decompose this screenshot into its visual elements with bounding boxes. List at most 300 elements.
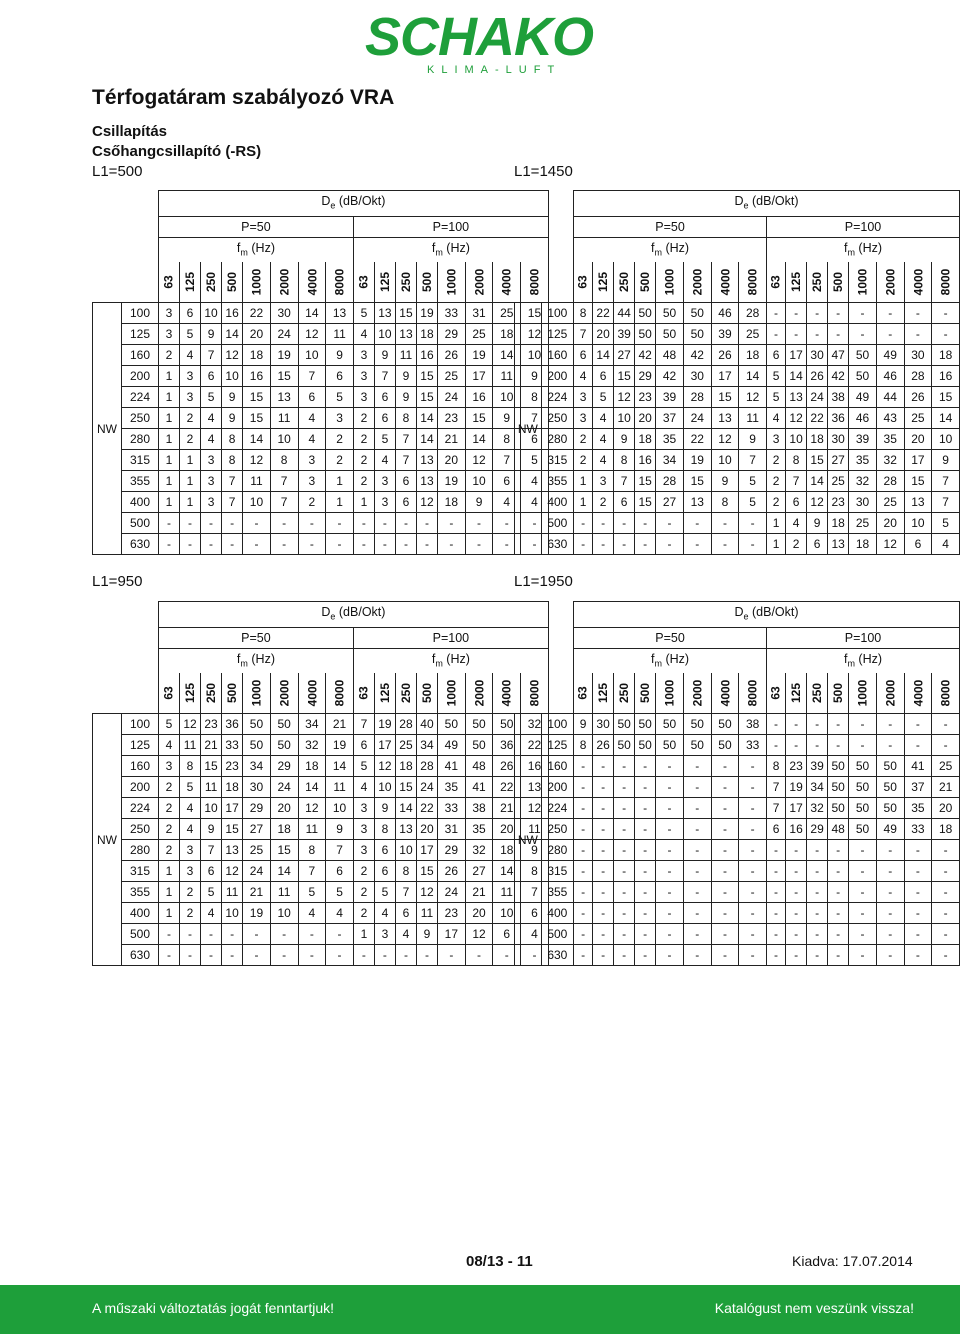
freq-cell <box>683 673 711 714</box>
value-cell: 21 <box>493 798 521 819</box>
value-cell: 2 <box>353 429 374 450</box>
value-cell: - <box>465 513 493 534</box>
value-cell: 48 <box>465 756 493 777</box>
value-cell: 23 <box>828 492 849 513</box>
nominal-size-cell: 500 <box>541 513 573 534</box>
value-cell: - <box>635 861 656 882</box>
value-cell: 20 <box>438 450 466 471</box>
value-cell: 13 <box>683 492 711 513</box>
value-cell: 8 <box>222 429 243 450</box>
value-cell: 12 <box>876 534 904 555</box>
value-cell: 50 <box>465 735 493 756</box>
value-cell: 4 <box>395 924 416 945</box>
value-cell: 23 <box>635 387 656 408</box>
value-cell: 13 <box>904 492 932 513</box>
freq-label: 1000 <box>249 268 264 296</box>
freq-label: 63 <box>356 275 371 289</box>
value-cell: 6 <box>395 492 416 513</box>
header-unit: (Hz) <box>442 651 470 666</box>
value-cell: 11 <box>416 903 437 924</box>
freq-label: 1000 <box>855 268 870 296</box>
value-cell: - <box>849 735 877 756</box>
value-cell: - <box>849 945 877 966</box>
value-cell: 20 <box>904 429 932 450</box>
value-cell: 15 <box>932 387 960 408</box>
value-cell: 22 <box>683 429 711 450</box>
freq-cell <box>374 673 395 714</box>
value-cell: 3 <box>353 345 374 366</box>
value-cell: - <box>807 714 828 735</box>
freq-cell <box>395 673 416 714</box>
value-cell: 29 <box>270 756 298 777</box>
value-cell: 9 <box>521 366 549 387</box>
value-cell: 29 <box>807 819 828 840</box>
value-cell: 3 <box>574 387 593 408</box>
de-header <box>159 602 549 628</box>
p50-header: P=50 <box>159 216 354 237</box>
value-cell: - <box>683 882 711 903</box>
freq-label: 4000 <box>499 268 514 296</box>
freq-cell <box>849 673 877 714</box>
value-cell: - <box>180 534 201 555</box>
value-cell: - <box>904 861 932 882</box>
value-cell: 2 <box>159 840 180 861</box>
table-row <box>93 714 549 735</box>
value-cell: 24 <box>243 861 271 882</box>
value-cell: 15 <box>243 408 271 429</box>
value-cell: - <box>683 798 711 819</box>
value-cell: 35 <box>876 429 904 450</box>
value-cell: 8 <box>395 861 416 882</box>
value-cell: - <box>876 840 904 861</box>
value-cell: 12 <box>465 450 493 471</box>
value-cell: 8 <box>521 861 549 882</box>
value-cell: - <box>683 924 711 945</box>
value-cell: 4 <box>159 735 180 756</box>
freq-label: 125 <box>183 682 198 704</box>
freq-cell <box>159 673 180 714</box>
value-cell: - <box>593 924 614 945</box>
value-cell: 47 <box>828 345 849 366</box>
blank-cell <box>122 602 159 714</box>
blank-cell <box>541 191 573 303</box>
table-label-l1-500: L1=500 <box>92 163 143 180</box>
value-cell: - <box>574 903 593 924</box>
value-cell: - <box>828 303 849 324</box>
value-cell: 3 <box>767 429 786 450</box>
value-cell: 12 <box>465 924 493 945</box>
value-cell: 3 <box>374 924 395 945</box>
value-cell: 2 <box>326 450 354 471</box>
value-cell: 3 <box>298 471 326 492</box>
value-cell: 11 <box>298 819 326 840</box>
value-cell: 25 <box>493 303 521 324</box>
value-cell: 25 <box>438 366 466 387</box>
value-cell: 20 <box>465 903 493 924</box>
value-cell: - <box>243 534 271 555</box>
value-cell: 23 <box>438 903 466 924</box>
freq-label: 4000 <box>304 679 319 707</box>
fm-header <box>574 237 767 262</box>
value-cell: 50 <box>438 714 466 735</box>
value-cell: 12 <box>298 324 326 345</box>
value-cell: - <box>876 924 904 945</box>
value-cell: 12 <box>416 882 437 903</box>
value-cell: 7 <box>222 471 243 492</box>
value-cell: - <box>593 882 614 903</box>
blank-cell <box>93 191 122 303</box>
value-cell: 2 <box>180 882 201 903</box>
header-row-de <box>93 602 549 628</box>
value-cell: 12 <box>180 714 201 735</box>
value-cell: 3 <box>574 408 593 429</box>
value-cell: - <box>767 861 786 882</box>
freq-cell <box>635 673 656 714</box>
freq-cell <box>614 673 635 714</box>
value-cell: - <box>465 945 493 966</box>
value-cell: 1 <box>159 861 180 882</box>
value-cell: - <box>849 861 877 882</box>
value-cell: 1 <box>767 513 786 534</box>
freq-cell <box>298 262 326 303</box>
value-cell: 2 <box>159 777 180 798</box>
value-cell: 6 <box>614 492 635 513</box>
value-cell: 1 <box>180 450 201 471</box>
value-cell: 7 <box>739 450 767 471</box>
value-cell: 31 <box>465 303 493 324</box>
value-cell: 28 <box>876 471 904 492</box>
value-cell: 14 <box>593 345 614 366</box>
value-cell: 18 <box>932 819 960 840</box>
value-cell: - <box>159 534 180 555</box>
value-cell: 5 <box>767 366 786 387</box>
freq-label: 1000 <box>662 268 677 296</box>
value-cell: - <box>521 945 549 966</box>
value-cell: 13 <box>711 408 739 429</box>
value-cell: 19 <box>326 735 354 756</box>
value-cell: - <box>614 756 635 777</box>
value-cell: - <box>635 798 656 819</box>
value-cell: 18 <box>828 513 849 534</box>
freq-cell <box>270 262 298 303</box>
value-cell: 2 <box>353 450 374 471</box>
value-cell: 2 <box>767 492 786 513</box>
value-cell: - <box>828 840 849 861</box>
value-cell: 33 <box>438 303 466 324</box>
value-cell: 6 <box>807 534 828 555</box>
value-cell: 8 <box>711 492 739 513</box>
value-cell: 20 <box>493 819 521 840</box>
value-cell: 30 <box>593 714 614 735</box>
freq-cell <box>656 262 684 303</box>
value-cell: - <box>656 945 684 966</box>
value-cell: 7 <box>326 840 354 861</box>
header-row-fm <box>93 237 549 262</box>
value-cell: 3 <box>353 798 374 819</box>
header-subscript: m <box>654 247 662 257</box>
value-cell: - <box>521 534 549 555</box>
freq-label: 2000 <box>277 679 292 707</box>
value-cell: 1 <box>159 366 180 387</box>
value-cell: 50 <box>849 798 877 819</box>
value-cell: 10 <box>243 492 271 513</box>
value-cell: 10 <box>711 450 739 471</box>
value-cell: 3 <box>298 450 326 471</box>
value-cell: 32 <box>521 714 549 735</box>
value-cell: 50 <box>711 714 739 735</box>
nominal-size-cell: 100 <box>541 303 573 324</box>
freq-cell <box>807 673 828 714</box>
value-cell: - <box>493 945 521 966</box>
value-cell: 16 <box>786 819 807 840</box>
table-row <box>93 366 549 387</box>
nominal-size-cell: 630 <box>541 534 573 555</box>
value-cell: - <box>807 924 828 945</box>
freq-label: 2000 <box>277 268 292 296</box>
value-cell: - <box>574 756 593 777</box>
value-cell: 7 <box>374 366 395 387</box>
table-row <box>515 387 960 408</box>
header-symbol: f <box>843 651 848 666</box>
value-cell: 7 <box>201 345 222 366</box>
value-cell: - <box>739 861 767 882</box>
value-cell: 50 <box>635 714 656 735</box>
nominal-size-cell: 315 <box>122 450 159 471</box>
value-cell: 26 <box>438 861 466 882</box>
value-cell: 4 <box>201 903 222 924</box>
value-cell: 4 <box>298 408 326 429</box>
value-cell: - <box>243 924 271 945</box>
header-subscript: e <box>330 200 336 211</box>
value-cell: 3 <box>353 819 374 840</box>
value-cell: 5 <box>180 777 201 798</box>
freq-cell <box>326 262 354 303</box>
value-cell: - <box>614 798 635 819</box>
p100-header: P=100 <box>353 216 548 237</box>
value-cell: 2 <box>159 345 180 366</box>
value-cell: - <box>739 903 767 924</box>
schako-logo <box>365 7 605 76</box>
value-cell: 15 <box>416 366 437 387</box>
table-row <box>515 366 960 387</box>
value-cell: 8 <box>298 840 326 861</box>
value-cell: 6 <box>201 366 222 387</box>
value-cell: 8 <box>614 450 635 471</box>
value-cell: - <box>876 903 904 924</box>
table-label-l1-1450: L1=1450 <box>514 163 573 180</box>
freq-label: 1000 <box>444 268 459 296</box>
value-cell: 2 <box>353 861 374 882</box>
value-cell: 35 <box>465 819 493 840</box>
header-unit: (Hz) <box>661 240 690 255</box>
value-cell: - <box>807 840 828 861</box>
value-cell: 50 <box>270 714 298 735</box>
value-cell: - <box>807 882 828 903</box>
table-row <box>93 924 549 945</box>
value-cell: 34 <box>807 777 828 798</box>
value-cell: 50 <box>828 777 849 798</box>
value-cell: 50 <box>635 303 656 324</box>
value-cell: 28 <box>416 756 437 777</box>
value-cell: 16 <box>416 345 437 366</box>
value-cell: 15 <box>395 303 416 324</box>
value-cell: 10 <box>374 324 395 345</box>
value-cell: 4 <box>493 492 521 513</box>
value-cell: 39 <box>849 429 877 450</box>
value-cell: 30 <box>683 366 711 387</box>
value-cell: 15 <box>201 756 222 777</box>
value-cell: - <box>593 840 614 861</box>
nominal-size-cell: 280 <box>541 429 573 450</box>
value-cell: 50 <box>849 756 877 777</box>
value-cell: 34 <box>298 714 326 735</box>
value-cell: 11 <box>326 324 354 345</box>
freq-cell <box>222 262 243 303</box>
table-row <box>93 945 549 966</box>
value-cell: 2 <box>180 903 201 924</box>
value-cell: 50 <box>493 714 521 735</box>
value-cell: 5 <box>767 387 786 408</box>
value-cell: 38 <box>739 714 767 735</box>
value-cell: - <box>807 303 828 324</box>
value-cell: 10 <box>201 303 222 324</box>
value-cell: 11 <box>739 408 767 429</box>
value-cell: 6 <box>904 534 932 555</box>
value-cell: - <box>201 945 222 966</box>
issued-date: Kiadva: 17.07.2014 <box>792 1253 913 1269</box>
freq-cell <box>159 262 180 303</box>
value-cell: 1 <box>159 903 180 924</box>
value-cell: 5 <box>521 450 549 471</box>
value-cell: 27 <box>614 345 635 366</box>
value-cell: 30 <box>828 429 849 450</box>
value-cell: 14 <box>786 366 807 387</box>
value-cell: - <box>222 924 243 945</box>
value-cell: 49 <box>849 387 877 408</box>
freq-cell <box>574 262 593 303</box>
value-cell: 13 <box>395 324 416 345</box>
value-cell: 30 <box>807 345 828 366</box>
value-cell: - <box>656 819 684 840</box>
value-cell: 50 <box>683 324 711 345</box>
value-cell: 3 <box>201 471 222 492</box>
freq-label: 500 <box>831 682 846 704</box>
value-cell: - <box>876 735 904 756</box>
header-subscript: m <box>435 658 443 668</box>
value-cell: 6 <box>493 471 521 492</box>
value-cell: - <box>904 735 932 756</box>
value-cell: - <box>222 513 243 534</box>
value-cell: 12 <box>298 798 326 819</box>
value-cell: 34 <box>656 450 684 471</box>
freq-cell <box>201 262 222 303</box>
value-cell: - <box>904 840 932 861</box>
freq-cell <box>739 262 767 303</box>
value-cell: - <box>683 903 711 924</box>
table-row <box>515 945 960 966</box>
value-cell: 18 <box>395 756 416 777</box>
value-cell: 50 <box>656 714 684 735</box>
value-cell: 7 <box>395 882 416 903</box>
freq-label: 4000 <box>499 679 514 707</box>
p100-header: P=100 <box>353 627 548 648</box>
subtitle-silencer: Csőhangcsillapító (-RS) <box>92 143 262 160</box>
value-cell: 6 <box>201 861 222 882</box>
value-cell: - <box>326 924 354 945</box>
value-cell: 19 <box>438 471 466 492</box>
value-cell: 10 <box>786 429 807 450</box>
value-cell: - <box>739 840 767 861</box>
value-cell: - <box>656 756 684 777</box>
header-row-fm <box>93 648 549 673</box>
freq-cell <box>807 262 828 303</box>
value-cell: 5 <box>739 492 767 513</box>
table-row <box>515 408 960 429</box>
value-cell: 3 <box>374 492 395 513</box>
value-cell: - <box>574 840 593 861</box>
value-cell: 31 <box>438 819 466 840</box>
table-row <box>93 303 549 324</box>
value-cell: 17 <box>711 366 739 387</box>
value-cell: - <box>574 861 593 882</box>
freq-cell <box>828 673 849 714</box>
value-cell: 11 <box>243 471 271 492</box>
value-cell: 49 <box>438 735 466 756</box>
value-cell: 4 <box>932 534 960 555</box>
value-cell: 39 <box>656 387 684 408</box>
value-cell: 14 <box>298 303 326 324</box>
value-cell: 24 <box>683 408 711 429</box>
nominal-size-cell: 500 <box>541 924 573 945</box>
freq-label: 250 <box>810 271 825 293</box>
value-cell: - <box>593 861 614 882</box>
table-row <box>93 798 549 819</box>
value-cell: 5 <box>374 429 395 450</box>
value-cell: - <box>739 534 767 555</box>
value-cell: - <box>574 777 593 798</box>
value-cell: 17 <box>465 366 493 387</box>
value-cell: - <box>614 861 635 882</box>
value-cell: - <box>353 534 374 555</box>
value-cell: - <box>438 534 466 555</box>
value-cell: - <box>593 513 614 534</box>
header-subscript: m <box>240 247 248 257</box>
nominal-size-cell: 630 <box>122 945 159 966</box>
value-cell: - <box>786 303 807 324</box>
value-cell: 14 <box>222 324 243 345</box>
value-cell: 23 <box>786 756 807 777</box>
freq-label: 500 <box>419 682 434 704</box>
header-subscript: m <box>240 658 248 668</box>
value-cell: 39 <box>614 324 635 345</box>
value-cell: 11 <box>521 819 549 840</box>
freq-label: 4000 <box>304 268 319 296</box>
value-cell: 4 <box>374 903 395 924</box>
value-cell: 8 <box>374 819 395 840</box>
header-subscript: e <box>743 611 749 622</box>
value-cell: 5 <box>201 387 222 408</box>
freq-cell <box>828 262 849 303</box>
value-cell: 16 <box>465 387 493 408</box>
value-cell: 13 <box>416 450 437 471</box>
value-cell: 38 <box>465 798 493 819</box>
header-unit: (Hz) <box>247 651 275 666</box>
value-cell: 10 <box>493 903 521 924</box>
table-row <box>93 324 549 345</box>
value-cell: 1 <box>353 924 374 945</box>
value-cell: 18 <box>493 840 521 861</box>
freq-label: 500 <box>419 271 434 293</box>
